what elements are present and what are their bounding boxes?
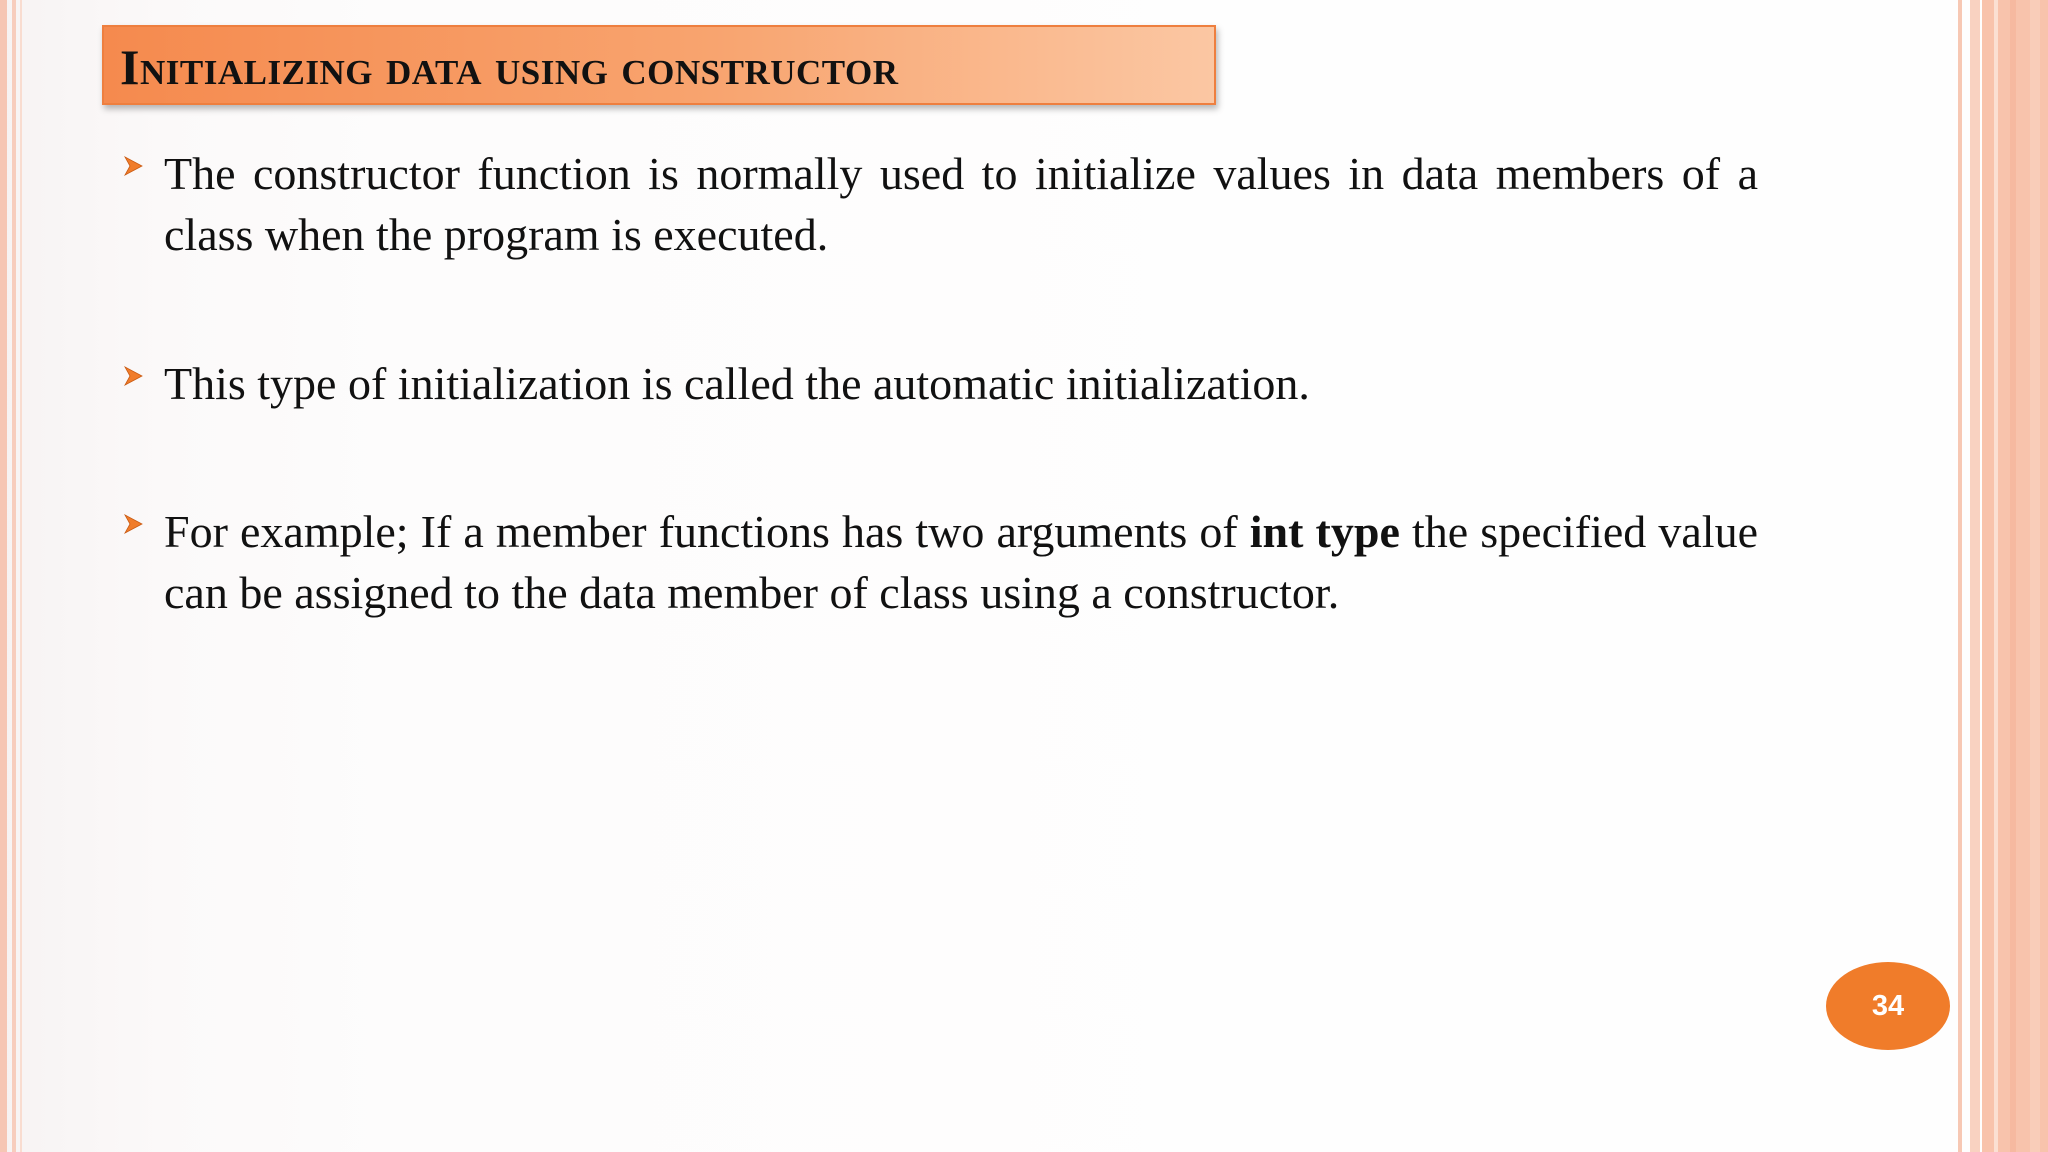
arrowhead-bullet-icon [122,513,144,535]
left-border-stripe [0,0,7,1152]
bullet-text-part: the specified value can be assigned to the data member of class using a constructor. [164,506,1758,618]
bullet-text-part: For example; If a member functions has two arguments of [164,506,1250,557]
left-border-stripe [20,0,22,1152]
page-number-badge: 34 [1826,962,1950,1050]
bold-keyword: int type [1249,506,1400,557]
right-border-stripe [1970,0,1980,1152]
bullet-text: The constructor function is normally used to initialize values in data members of a class when the program is executed. [164,148,1758,260]
left-border-stripe [12,0,16,1152]
right-border-stripe [2030,0,2040,1152]
right-border-stripe [1958,0,1962,1152]
right-border-stripe [2010,0,2016,1152]
bullet-text: This type of initialization is called the automatic initialization. [164,358,1310,409]
title-banner [102,25,1216,105]
right-border-stripe [1994,0,1998,1152]
arrowhead-bullet-icon [122,365,144,387]
arrowhead-bullet-icon [122,155,144,177]
slide-title: Initializing data using constructor [120,39,899,95]
bullet-text [164,501,1758,623]
